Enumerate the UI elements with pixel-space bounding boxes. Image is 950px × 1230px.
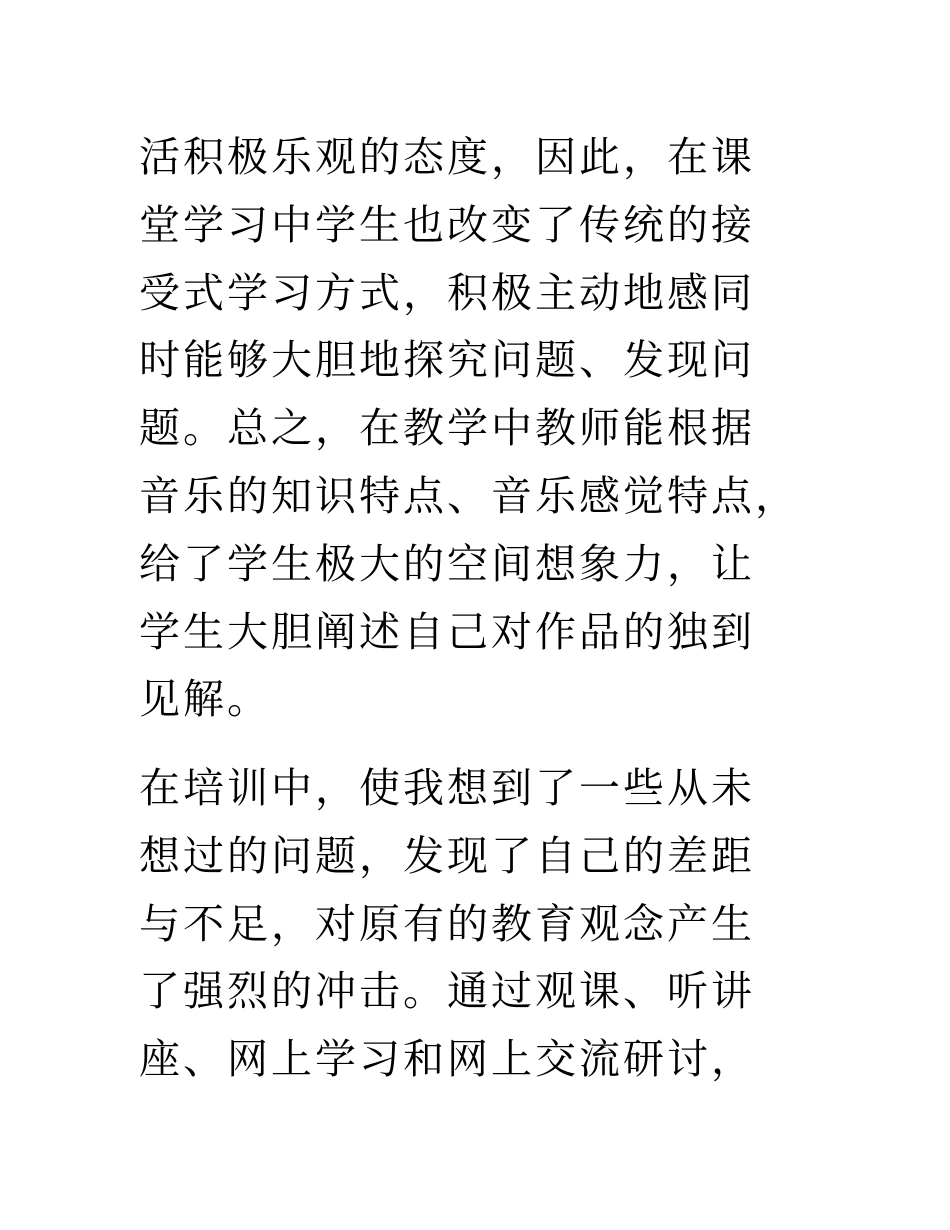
text-line: 座、网上学习和网上交流研讨， [139,1035,755,1084]
text-line: 学生大胆阐述自己对作品的独到 [139,607,755,656]
text-line: 见解。 [139,675,271,724]
text-line: 给了学生极大的空间想象力，让 [139,539,755,588]
text-line: 了强烈的冲击。通过观课、听讲 [139,967,755,1016]
text-line: 想过的问题，发现了自己的差距 [139,831,755,880]
text-line: 时能够大胆地探究问题、发现问 [139,336,755,385]
text-line: 在培训中，使我想到了一些从未 [139,764,755,812]
text-line: 活积极乐观的态度，因此，在课 [139,133,755,181]
text-line: 音乐的知识特点、音乐感觉特点， [139,471,799,520]
paragraph-1 [139,124,819,734]
text-line: 题。总之，在教学中教师能根据 [139,404,755,453]
text-line: 受式学习方式，积极主动地感同 [139,268,755,317]
paragraph-2 [139,755,819,1094]
text-line: 堂学习中学生也改变了传统的接 [139,200,755,249]
text-line: 与不足，对原有的教育观念产生 [139,899,755,948]
